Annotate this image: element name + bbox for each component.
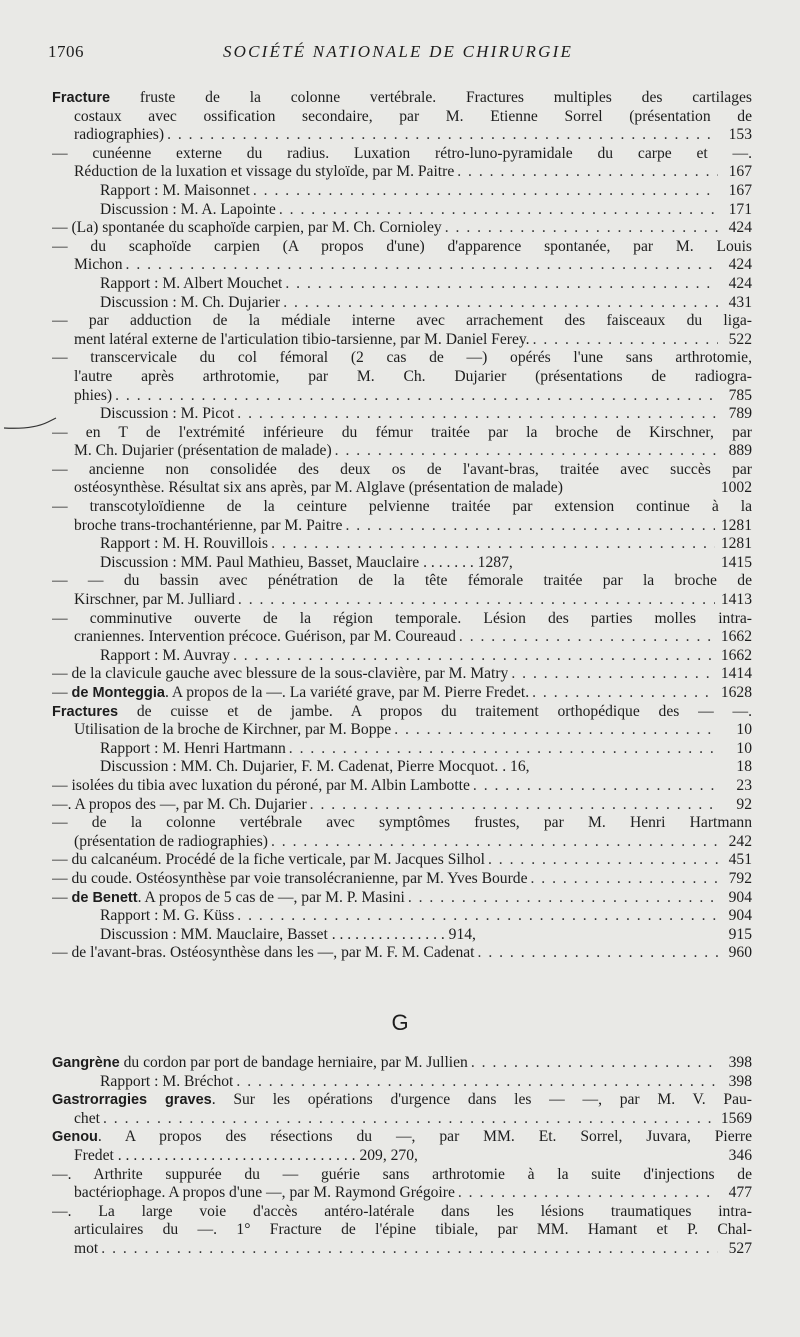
index-line [52,349,752,368]
index-line [52,535,752,554]
index-line-text: — de Monteggia. A propos de la —. La variété grave, par M. Pierre Fredet. [52,684,530,701]
dot-leader [442,219,718,238]
index-line-text: — (La) spontanée du scaphoïde carpien, par M. Ch. Cornioley [52,219,442,237]
page-reference: 424 [728,219,752,237]
page-reference: 785 [728,386,752,404]
index-line-text: —. Arthrite suppurée du — guérie sans arthrotomie à la suite d'injections de [52,1165,752,1183]
dot-leader [276,201,718,220]
page-reference: 904 [728,888,752,906]
index-line-text: Discussion : MM. Mauclaire, Basset . . . . . . . . . . . . . . . 914, [100,925,476,943]
dot-leader [391,721,718,740]
index-line-text: — — du bassin avec pénétration de la tête fémorale traitée par la broche de [52,572,752,590]
dot-leader [282,275,718,294]
index-line [52,1054,752,1073]
index-line-text: —. A propos des —, par M. Ch. Dujarier [52,795,307,813]
index-line [52,1221,752,1240]
index-line-text: M. Ch. Dujarier (présentation de malade) [74,442,332,460]
dot-leader [123,256,718,275]
index-line [52,796,752,815]
dot-leader [164,126,718,145]
index-line [52,1091,752,1110]
page-reference: 1002 [720,479,752,497]
index-line [52,498,752,517]
index-line [52,1184,752,1203]
index-line-text: Rapport : M. Albert Mouchet [100,274,283,292]
index-line-text: craniennes. Intervention précoce. Guérison, par M. Coureaud [74,628,456,646]
index-line [52,238,752,257]
dot-leader [100,1110,715,1129]
dot-leader [470,777,718,796]
dot-leader [455,1184,718,1203]
index-line-text: ment latéral externe de l'articulation tibio-tarsienne, par M. Daniel Ferey. [74,330,530,348]
index-line [52,163,752,182]
index-line-text: — comminutive ouverte de la région temporale. Lésion des parties molles intra- [52,609,752,627]
index-line [52,387,752,406]
page-reference: 1281 [720,535,752,553]
index-line-text: Rapport : M. Bréchot [100,1072,234,1090]
dot-leader [112,387,718,406]
index-line-text: Fredet . . . . . . . . . . . . . . . . . . . . . . . . . . . . . . . 209, 270, [74,1146,418,1164]
dot-leader [235,591,715,610]
page-reference: 92 [736,795,752,813]
index-line-text: Discussion : MM. Ch. Dujarier, F. M. Cadenat, Pierre Mocquot. . 16, [100,758,530,776]
page-header [48,42,748,66]
index-line-text: — du coude. Ostéosynthèse par voie transolécranienne, par M. Yves Bourde [52,869,528,887]
page-reference: 789 [728,405,752,423]
dot-leader [485,851,718,870]
page-reference: 527 [728,1239,752,1257]
index-line-text: — transcotyloïdienne de la ceinture pelvienne traitée par extension continue à la [52,498,752,516]
index-line [52,610,752,629]
dot-leader [508,665,714,684]
index-line [52,740,752,759]
index-line [52,368,752,387]
index-line-text: radiographies) [74,126,165,144]
dot-leader [528,870,719,889]
index-line [52,889,752,908]
dot-leader [98,1240,718,1259]
dot-leader [286,740,718,759]
index-line-text: phies) [74,386,113,404]
page-reference: 167 [728,181,752,199]
running-title: SOCIÉTÉ NATIONALE DE CHIRURGIE [222,42,574,61]
index-line [52,145,752,164]
index-line [52,833,752,852]
page-reference: 1628 [720,684,752,701]
index-line [52,591,752,610]
index-headword: Genou [52,1129,98,1146]
index-line-text: Fractures de cuisse et de jambe. A propos du traitement orthopédique des — —. [52,702,752,720]
page-reference: 171 [728,200,752,218]
index-line-text: — du calcanéum. Procédé de la fiche verticale, par M. Jacques Silhol [52,851,485,869]
index-line-text: chet [74,1109,100,1127]
dot-leader [332,442,718,461]
index-line [52,1203,752,1222]
index-line [52,442,752,461]
index-headword: de Monteggia [71,685,165,701]
index-line [52,814,752,833]
index-line-text: — isolées du tibia avec luxation du péroné, par M. Albin Lambotte [52,776,470,794]
index-line-text: Rapport : M. G. Küss [100,907,235,925]
dot-leader [342,517,714,536]
page-reference: 1415 [720,553,752,571]
index-line [52,1240,752,1259]
page-reference: 431 [728,293,752,311]
index-line [52,870,752,889]
page-reference: 1662 [720,646,752,664]
dot-leader [268,833,718,852]
section-letter: G [391,1010,409,1035]
dot-leader [280,294,718,313]
index-line [52,684,752,703]
dot-leader [230,647,715,666]
dot-leader [307,796,718,815]
index-line-text: Rapport : M. H. Rouvillois [100,535,269,553]
page-reference: 904 [728,907,752,925]
dot-leader [529,684,715,703]
page-reference: 477 [728,1184,752,1202]
index-line-text: — de la clavicule gauche avec blessure de la sous-clavière, par M. Matry [52,665,509,683]
page-reference: 424 [728,256,752,274]
index-line-text: — cunéenne externe du radius. Luxation rétro-luno-pyramidale du carpe et —. [52,144,752,162]
index-line-text: — de Benett. A propos de 5 cas de —, par M. P. Masini [52,888,405,906]
index-line-text: — du scaphoïde carpien (A propos d'une) d'apparence spontanée, par M. Louis [52,237,752,255]
dot-leader [234,907,718,926]
index-line [52,108,752,127]
index-line-text: costaux avec ossification secondaire, par M. Etienne Sorrel (présentation de [74,107,752,125]
index-line-text: Rapport : M. Maisonnet [100,181,250,199]
index-line-text: — en T de l'extrémité inférieure du fémur traitée par la broche de Kirschner, par [52,423,752,441]
index-line [52,275,752,294]
index-line-text: —. La large voie d'accès antéro-latérale dans les lésions traumatiques intra- [52,1202,752,1220]
index-line-text: Gastrorragies graves. Sur les opérations d'urgence dans les — —, par M. V. Pau- [52,1091,752,1109]
index-line [52,907,752,926]
index-line [52,758,752,777]
index-line-text: Gangrène du cordon par port de bandage herniaire, par M. Jullien [52,1054,468,1071]
index-line [52,331,752,350]
index-line-text: Discussion : M. Picot [100,405,235,423]
index-section-f [52,89,752,963]
index-line-text: Rapport : M. Henri Hartmann [100,739,286,757]
index-line [52,219,752,238]
page-reference: 153 [728,126,752,144]
index-line [52,182,752,201]
dot-leader [454,163,718,182]
index-line-text: bactériophage. A propos d'une —, par M. Raymond Grégoire [74,1184,455,1202]
index-line [52,201,752,220]
index-line [52,572,752,591]
index-line-text: — ancienne non consolidée des deux os de l'avant-bras, traitée avec succès par [52,460,752,478]
page-reference: 1414 [720,665,752,683]
index-line [52,126,752,145]
index-line [52,628,752,647]
index-section-g [52,1054,752,1259]
page-reference: 1569 [720,1109,752,1127]
page-reference: 1413 [720,591,752,609]
index-headword: Gastrorragies graves [52,1092,212,1109]
page-reference: 522 [728,330,752,348]
dot-leader [234,405,718,424]
dot-leader [530,331,718,350]
index-line-text: — par adduction de la médiale interne avec arrachement des faisceaux du liga- [52,312,752,330]
page-number: 1706 [48,42,84,61]
index-line [52,405,752,424]
page-reference: 1662 [720,628,752,646]
dot-leader [468,1054,718,1073]
index-line-text: Fracture fruste de la colonne vertébrale. Fractures multiples des cartilages [52,89,752,106]
index-line [52,1110,752,1129]
index-line-text: — transcervicale du col fémoral (2 cas de —) opérés l'une sans arthrotomie, [52,349,752,367]
index-line [52,926,752,945]
index-line-text: broche trans-trochantérienne, par M. Paitre [74,516,343,534]
index-line-text: Réduction de la luxation et vissage du styloïde, par M. Paitre [74,163,455,181]
page-reference: 10 [736,721,752,739]
index-line [52,479,752,498]
index-line-text: l'autre après arthrotomie, par M. Ch. Dujarier (présentations de radiogra- [74,367,752,385]
index-line [52,703,752,722]
dot-leader [268,535,715,554]
index-line-text: Discussion : M. Ch. Dujarier [100,293,281,311]
index-line-text: — de l'avant-bras. Ostéosynthèse dans les —, par M. F. M. Cadenat [52,944,475,962]
index-line [52,1166,752,1185]
dot-leader [250,182,718,201]
index-line-text: Discussion : MM. Paul Mathieu, Basset, Mauclaire . . . . . . . 1287, [100,553,513,571]
dot-leader [456,628,715,647]
index-line [52,312,752,331]
index-line [52,721,752,740]
page-reference: 242 [728,832,752,850]
page-reference: 398 [728,1072,752,1090]
page-reference: 346 [728,1146,752,1164]
page-reference: 1281 [720,516,752,534]
index-line [52,256,752,275]
index-line-text: articulaires du —. 1° Fracture de l'épine tibiale, par MM. Hamant et P. Chal- [74,1221,752,1239]
index-line [52,665,752,684]
index-line [52,777,752,796]
page-reference: 889 [728,442,752,460]
page-reference: 167 [728,163,752,181]
index-line [52,647,752,666]
page-reference: 424 [728,274,752,292]
index-line [52,294,752,313]
index-line [52,851,752,870]
index-line-text: ostéosynthèse. Résultat six ans après, par M. Alglave (présentation de malade) [74,479,563,497]
index-line-text: — de la colonne vertébrale avec symptômes frustes, par M. Henri Hartmann [52,814,752,832]
index-headword: Fracture [52,90,111,106]
index-line-text: Genou. A propos des résections du —, par MM. Et. Sorrel, Juvara, Pierre [52,1128,752,1146]
index-line [52,424,752,443]
index-headword: Fractures [52,703,119,720]
page-reference: 398 [728,1054,752,1071]
index-line [52,944,752,963]
page-reference: 10 [736,739,752,757]
page-reference: 915 [728,925,752,943]
page-reference: 792 [728,869,752,887]
page-reference: 18 [736,758,752,776]
index-line-text: (présentation de radiographies) [74,832,268,850]
index-line [52,517,752,536]
index-headword: de Benett [71,889,138,906]
index-headword: Gangrène [52,1055,120,1071]
page-reference: 23 [736,776,752,794]
index-line-text: Utilisation de la broche de Kirchner, par M. Boppe [74,721,392,739]
dot-leader [233,1073,718,1092]
dot-leader [405,889,718,908]
page-reference: 960 [728,944,752,962]
index-line-text: Kirschner, par M. Julliard [74,591,235,609]
index-line-text: Rapport : M. Auvray [100,646,230,664]
index-line [52,554,752,573]
index-line [52,89,752,108]
index-line [52,1128,752,1147]
page-reference: 451 [728,851,752,869]
index-line-text: Discussion : M. A. Lapointe [100,200,276,218]
index-line [52,1073,752,1092]
dot-leader [475,944,718,963]
index-line [52,1147,752,1166]
index-line [52,461,752,480]
index-line-text: mot [74,1239,99,1257]
index-line-text: Michon [74,256,123,274]
